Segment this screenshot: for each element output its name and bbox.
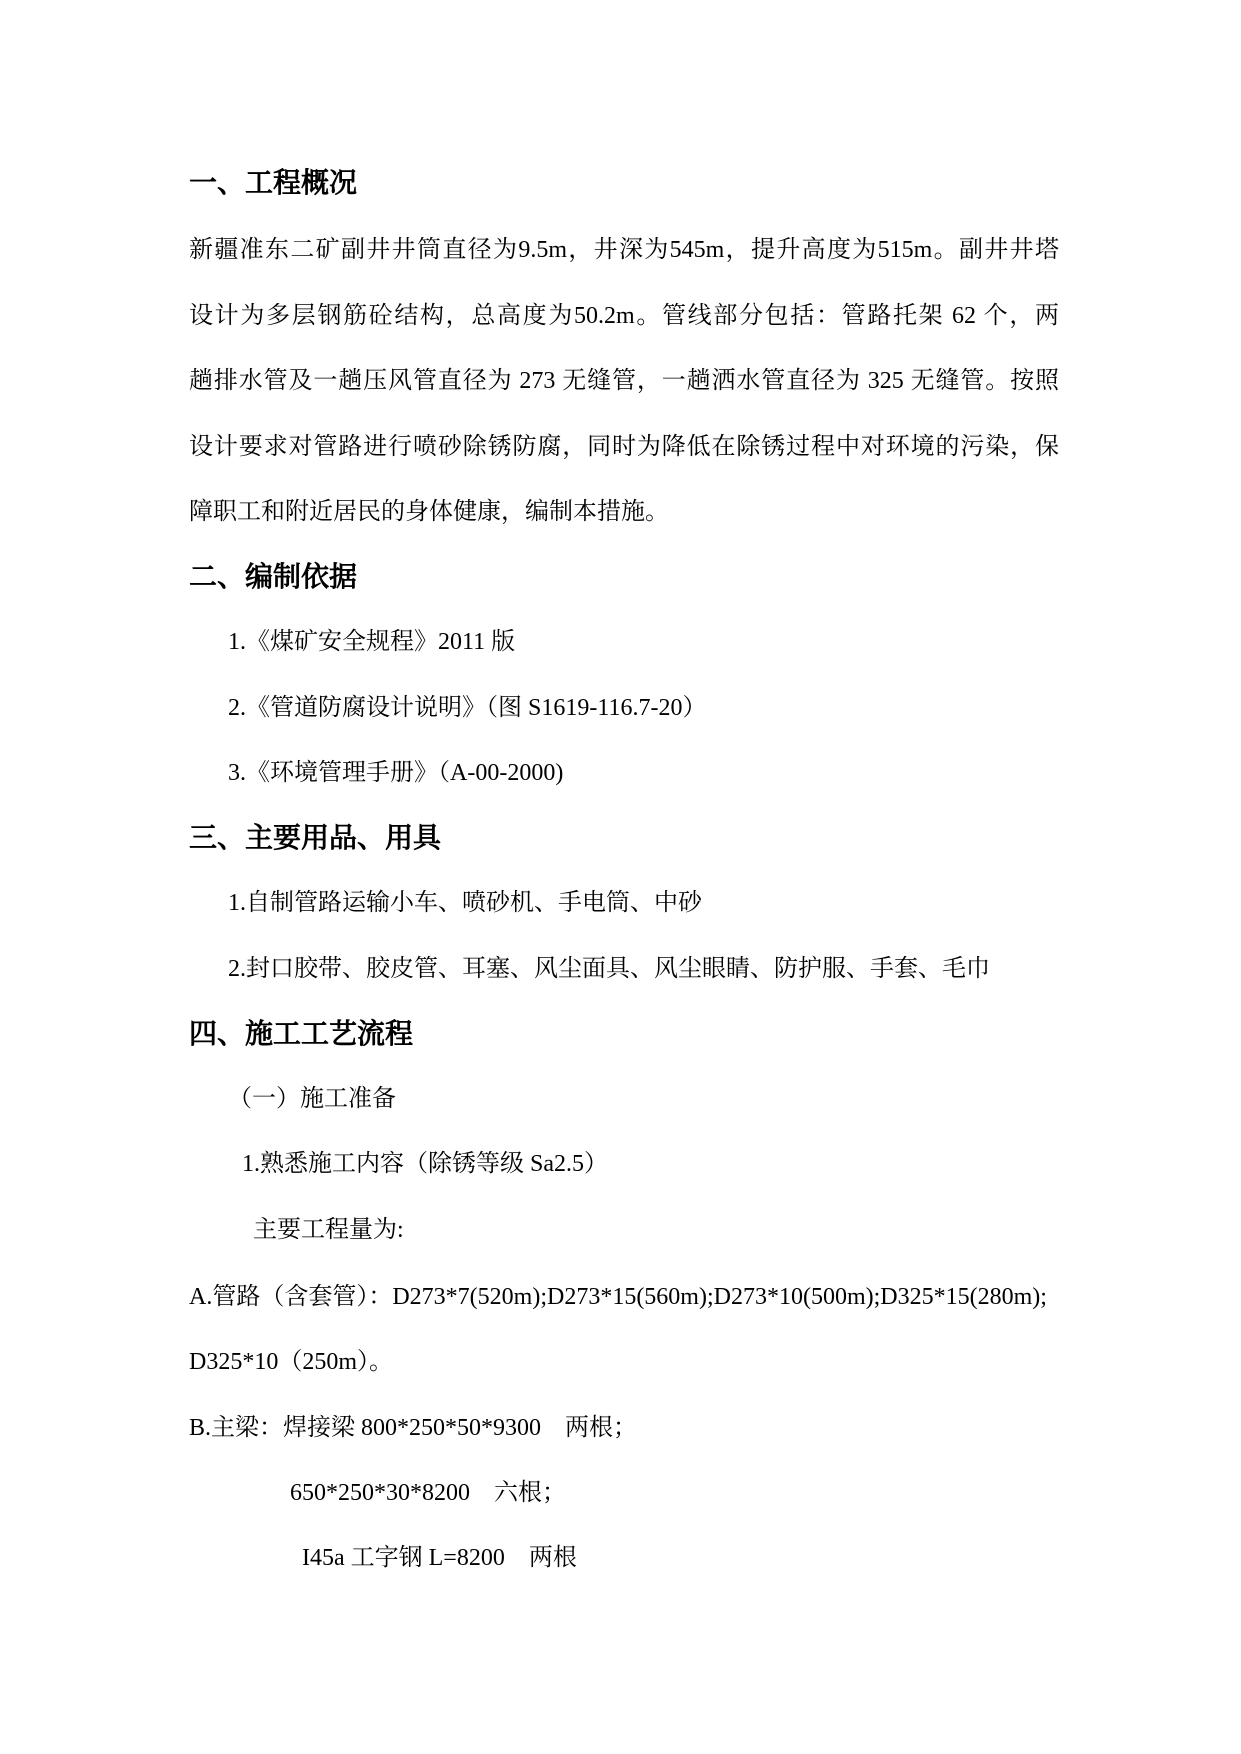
beam-quantity-line: 650*250*30*8200 六根； (290, 1480, 566, 1506)
overview-paragraph-line: 设计为多层钢筋砼结构，总高度为50.2m。管线部分包括：管路托架 62 个，两 (189, 303, 1059, 329)
basis-list-item: 1.《煤矿安全规程》2011 版 (228, 629, 516, 655)
overview-paragraph-line: 设计要求对管路进行喷砂除锈防腐，同时为降低在除锈过程中对环境的污染，保 (189, 434, 1059, 460)
process-subheading: （一）施工准备 (228, 1086, 396, 1112)
basis-list-item: 2.《管道防腐设计说明》（图 S1619-116.7-20） (228, 695, 707, 721)
beam-quantity-line: I45a 工字钢 L=8200 两根 (302, 1545, 577, 1571)
quantities-intro: 主要工程量为: (253, 1217, 404, 1243)
supplies-list-item: 1.自制管路运输小车、喷砂机、手电筒、中砂 (228, 890, 702, 916)
overview-paragraph-line: 趟排水管及一趟压风管直径为 273 无缝管，一趟洒水管直径为 325 无缝管。按照 (189, 368, 1059, 394)
section-heading-process: 四、施工工艺流程 (189, 1017, 414, 1050)
supplies-list-item: 2.封口胶带、胶皮管、耳塞、风尘面具、风尘眼睛、防护服、手套、毛巾 (228, 956, 990, 982)
beam-quantity-line: B.主梁：焊接梁 800*250*50*9300 两根； (189, 1415, 638, 1441)
section-heading-basis: 二、编制依据 (189, 560, 358, 593)
section-heading-overview: 一、工程概况 (189, 166, 358, 199)
pipe-quantity-line: A.管路（含套管）：D273*7(520m);D273*15(560m);D273*10(500m);D325*15(280m); (189, 1284, 1047, 1310)
basis-list-item: 3.《环境管理手册》（A-00-2000) (228, 760, 564, 786)
process-step: 1.熟悉施工内容（除锈等级 Sa2.5） (242, 1151, 608, 1177)
section-heading-supplies: 三、主要用品、用具 (189, 821, 442, 854)
overview-paragraph-line: 障职工和附近居民的身体健康，编制本措施。 (189, 499, 669, 525)
overview-paragraph-line: 新疆准东二矿副井井筒直径为9.5m，井深为545m，提升高度为515m。副井井塔 (189, 237, 1059, 263)
pipe-quantity-line: D325*10（250m）。 (189, 1349, 393, 1375)
